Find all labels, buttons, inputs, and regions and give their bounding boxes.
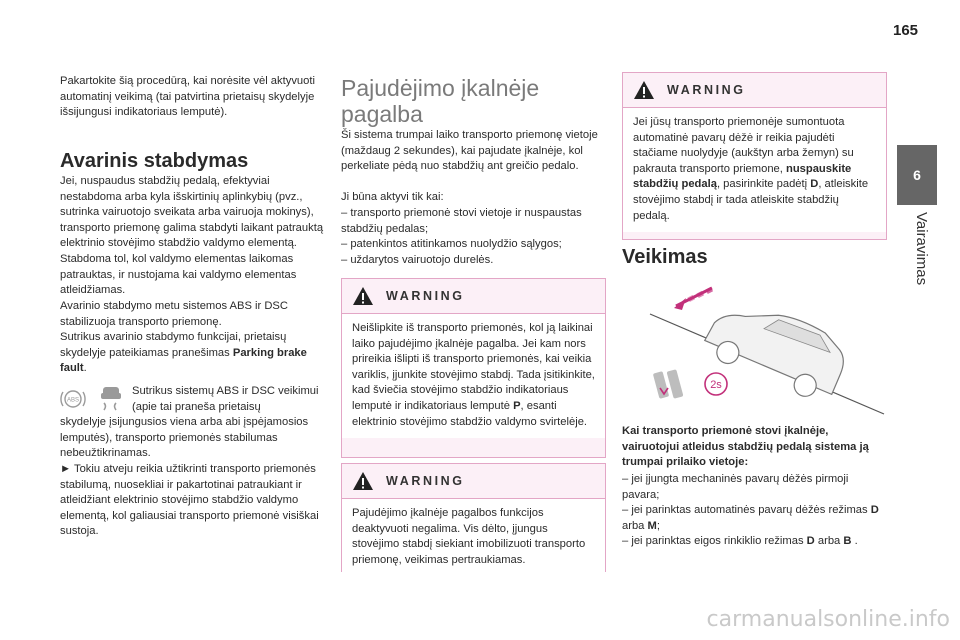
warning-header xyxy=(342,279,605,313)
warning-triangle-icon xyxy=(633,80,655,100)
pedal-icon xyxy=(653,369,684,399)
warning-title: WARNING xyxy=(667,83,746,97)
timer-2s-icon xyxy=(705,373,727,395)
section-heading-hill-start-assist: Pajudėjimo įkalnėje pagalba xyxy=(341,75,540,127)
warning-title: WARNING xyxy=(386,474,465,488)
warning-body xyxy=(623,107,886,232)
active-conditions-intro: Ji būna aktyvi tik kai: xyxy=(341,191,444,203)
warning-triangle-icon xyxy=(352,286,374,306)
fault-message-paragraph: Sutrikus avarinio stabdymo funkcijai, prietaisų skydelyje pateikiamas pranešimas Parking brake fault. xyxy=(60,331,307,375)
car-on-slope-illustration xyxy=(622,278,887,418)
operation-conditions-list xyxy=(622,472,887,550)
warning-box-1 xyxy=(341,278,606,458)
warning-text: Jei jūsų transporto priemonėje sumontuota automatinė pavarų dėžė ir reikia pajudėti stačiame nuolydyje (aukštyn arba žemyn) su pakrauta transporto priemone, nuspauskite stabdžių pedalą, pasirinkite padėtį D, atleiskite stovėjimo stabdį ir tada atleiskite stabdžių pedalą. xyxy=(633,116,869,222)
page-number: 165 xyxy=(893,22,919,39)
list-item: – transporto priemonė stovi vietoje ir nuspaustas stabdžių pedalas; xyxy=(341,207,582,235)
warning-body xyxy=(342,313,605,438)
abs-dsc-fault-paragraph-start: Sutrikus sistemų ABS ir DSC veikimui (apie tai praneša prietaisų xyxy=(132,385,319,413)
emergency-braking-paragraph: Jei, nuspaudus stabdžių pedalą, efektyviai nestabdoma arba kyla išskirtinių aplinkybių (pvz., sutrinka vairuotojo sveikata arba vairuoja mokinys), transporto priemonę galima stabdyti laikant patrauktą elektrinio stovėjimo stabdžio valdymo elementą. Stabdoma tol, kol valdymo elementas laikomas patrauktas, ir nustojama kai valdymo elementas atleidžiamas. xyxy=(60,175,324,297)
watermark: carmanualsonline.info xyxy=(706,607,950,632)
warning-box-2 xyxy=(341,463,606,572)
motion-arrow-icon xyxy=(674,287,713,310)
car-icon xyxy=(700,289,854,406)
warning-body xyxy=(342,498,605,576)
list-item: – jei įjungta mechaninės pavarų dėžės pirmoji pavara; xyxy=(622,473,849,501)
section-heading-emergency-braking: Avarinis stabdymas xyxy=(60,150,249,172)
warning-header xyxy=(623,73,886,107)
warning-title: WARNING xyxy=(386,289,465,303)
instruction-paragraph: ► Tokiu atveju reikia užtikrinti transporto priemonės stabilumą, nuosekliai ir pakartotinai patraukiant ir atleidžiant elektrinio stovėjimo stabdžio valdymo elementą, kol galiausiai transporto priemonė visiškai sustoja. xyxy=(60,463,319,538)
parking-brake-fault-message: Parking brake fault xyxy=(60,346,307,375)
chapter-title: Vairavimas xyxy=(913,212,930,286)
hill-start-description: Ši sistema trumpai laiko transporto priemonę vietoje (maždaug 2 sekundes), kai pajudate įkalnėje, kol perkeliate pėdą nuo stabdžių ant greičio pedalo. xyxy=(341,129,598,173)
svg-text:2s: 2s xyxy=(710,379,722,391)
warning-text: Pajudėjimo įkalnėje pagalbos funkcijos deaktyvuoti negalima. Vis dėlto, įjungus stovėjimo stabdį siekiant imobilizuoti transporto priemonę, veikimas pertraukiamas. xyxy=(352,507,586,566)
dsc-skid-icon xyxy=(101,387,121,410)
intro-paragraph: Pakartokite šią procedūrą, kai norėsite vėl aktyvuoti automatinį veikimą (tai patvirtina prietaisų skydelyje išsijungusi indikatoriaus lemputė). xyxy=(60,75,315,119)
warning-text: Neišlipkite iš transporto priemonės, kol ją laikinai laiko pajudėjimo įkalnėje pagalba. Jei kam nors prireikia išlipti iš transporto priemonės, kai veikia variklis, įjunkite stovėjimo stabdį. Tada įsitikinkite, kad šviečia stovėjimo stabdžio indikatoriaus lemputė ir indikatoriaus lemputė P, esanti elektrinio stovėjimo stabdžio valdymo svirtelėje. xyxy=(352,322,595,428)
chapter-tab[interactable]: 6 xyxy=(897,145,937,205)
warning-triangle-icon xyxy=(352,471,374,491)
list-item: – patenkintos atitinkamos nuolydžio sąlygos; xyxy=(341,238,562,251)
list-item: – jei parinktas eigos rinkiklio režimas D arba B . xyxy=(622,535,858,548)
warning-box-3 xyxy=(622,72,887,240)
operation-caption: Kai transporto priemonė stovi įkalnėje, vairuotojui atleidus stabdžių pedalą sistema ją trumpai prilaiko vietoje: xyxy=(622,425,869,469)
abs-dsc-fault-paragraph: skydelyje įsijungusios viena arba abi įspėjamosios lemputės), transporto priemonės stabilumas nebeužtikrinamas. xyxy=(60,416,309,460)
list-item: – jei parinktas automatinės pavarų dėžės režimas D arba M; xyxy=(622,504,879,532)
hill-start-illustration xyxy=(622,278,887,418)
list-item: – uždarytos vairuotojo durelės. xyxy=(341,253,494,266)
abs-icon-label: ABS xyxy=(66,397,80,404)
abs-warning-icon xyxy=(60,384,130,414)
abs-dsc-paragraph: Avarinio stabdymo metu sistemos ABS ir DSC stabilizuoja transporto priemonę. xyxy=(60,300,288,328)
warning-lamps-icons xyxy=(60,384,130,414)
warning-header xyxy=(342,464,605,498)
section-heading-operation: Veikimas xyxy=(622,246,708,268)
active-conditions-list xyxy=(341,206,606,268)
